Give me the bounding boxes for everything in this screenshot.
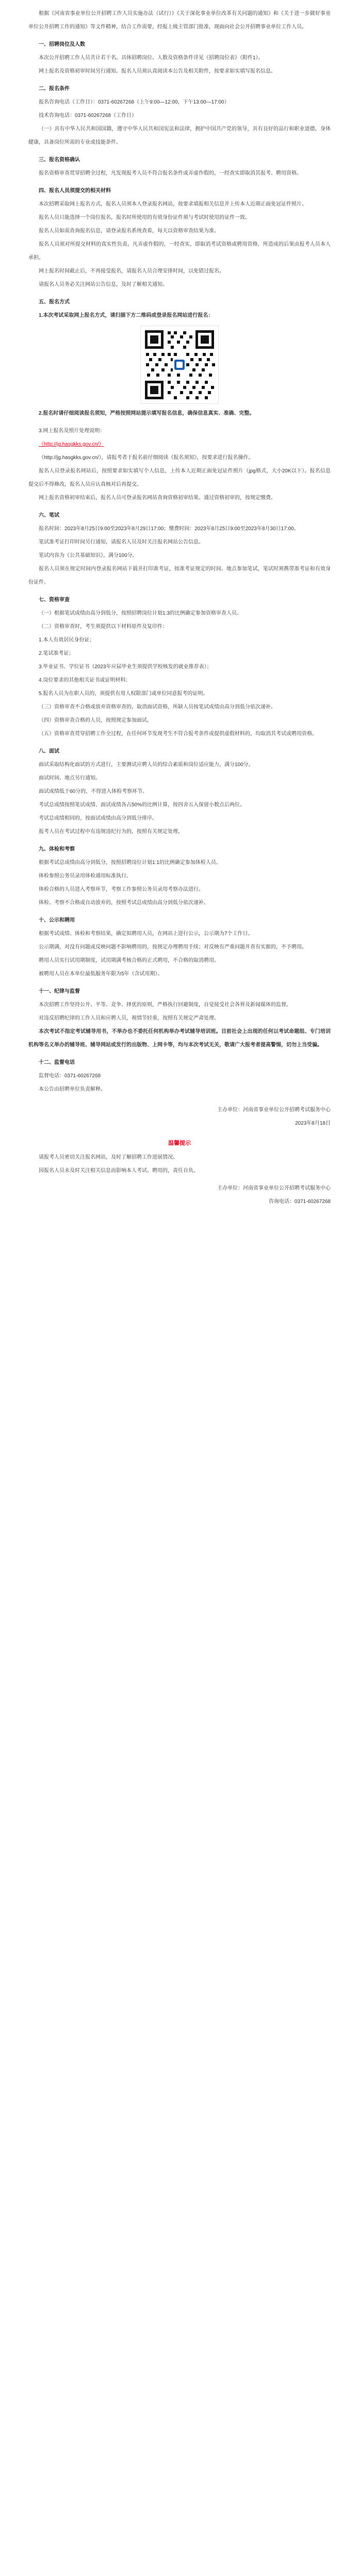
section-5-red-note-3: 3.网上报名及照片处理说明： bbox=[39, 428, 105, 434]
section-7-paragraph-2: （二）资格审查时，考生须提供以下材料原件及复印件： bbox=[39, 624, 168, 630]
section-8-paragraph-3: 面试成绩低于60分的，不得进入体检考察环节。 bbox=[39, 789, 148, 794]
section-5-link-paragraph bbox=[28, 438, 331, 451]
section-1-heading: 一、招聘岗位及人数 bbox=[39, 42, 85, 47]
section-8-paragraph-2: 面试时间、地点另行通知。 bbox=[39, 775, 101, 781]
section-11-heading: 十一、纪律与监督 bbox=[39, 989, 80, 994]
section-5-red-note-1: 1.本次考试采取网上报名方式，请扫描下方二维码或登录报名网站进行报名： bbox=[39, 313, 214, 318]
section-9-paragraph-1: 根据考试总成绩由高分到低分，按照招聘岗位计划1:1的比例确定参加体检人员。 bbox=[39, 860, 221, 866]
section-6-paragraph-3: 笔试内容为《公共基础知识》，满分100分。 bbox=[39, 553, 138, 558]
section-7-paragraph-1: （一）根据笔试成绩由高分到低分，按照招聘岗位计划1:3的比例确定参加资格审查人员。 bbox=[39, 611, 242, 616]
section-10-heading: 十、公示和聘用 bbox=[39, 918, 75, 923]
page-bottom-spacer bbox=[28, 1209, 331, 2576]
section-8-heading: 八、面试 bbox=[39, 749, 59, 754]
section-7-heading: 七、资格审查 bbox=[39, 597, 70, 603]
registration-qr-code-icon[interactable] bbox=[140, 326, 219, 404]
section-11-paragraph-2: 对违反招聘纪律的工作人员和应聘人员，视情节轻重，按照有关规定严肃处理。 bbox=[39, 1015, 219, 1021]
section-6-paragraph-4: 报名人员须在规定时间内登录报名网站下载并打印准考证，按准考证规定的时间、地点参加笔试，笔试时须携带准考证和有效身份证件。 bbox=[28, 566, 331, 585]
footer-organization: 主办单位：河南省事业单位公开招聘考试服务中心 bbox=[217, 1107, 331, 1113]
section-2-red-note-1: 报名咨询电话（工作日）：0371-60267268（上午9:00—12:00，下午13:00—17:00） bbox=[39, 99, 230, 105]
section-3-heading: 三、报名资格确认 bbox=[39, 157, 80, 163]
section-7-paragraph-8: （三）资格审查不合格或放弃资格审查的，取消面试资格，所缺人员按笔试成绩由高分到低分依次递补。 bbox=[39, 704, 276, 710]
qr-code-wrapper bbox=[28, 326, 331, 404]
section-7-paragraph-4: 2.笔试准考证； bbox=[39, 651, 74, 656]
section-1-paragraph-2: 网上报名及资格初审时间另行通知。报名人员须认真阅读本公告及相关附件，按要求如实填写报名信息。 bbox=[39, 69, 276, 74]
section-4-paragraph-6: 请报名人员务必关注网站公告信息，及时了解相关通知。 bbox=[39, 282, 168, 287]
section-1-paragraph-1: 本次公开招聘工作人员共计若干名。具体招聘岗位、人数及资格条件详见《招聘岗位表》（附件1）。 bbox=[39, 55, 264, 61]
section-9-paragraph-4: 体检、考察不合格或自动放弃的，按照考试总成绩由高分到低分依次递补。 bbox=[39, 900, 209, 906]
section-8-paragraph-6: 报考人员在考试过程中有违规违纪行为的，按照有关规定处理。 bbox=[39, 829, 183, 835]
section-4-paragraph-1: 本次招聘采取网上报名方式，报名人员须本人登录报名网站，按要求填报相关信息并上传本人近期正面免冠证件照片。 bbox=[39, 201, 307, 207]
section-10-paragraph-1: 根据考试成绩、体检和考察结果，确定拟聘用人员，在网站上进行公示，公示期为7个工作日。 bbox=[39, 931, 253, 937]
section-7-paragraph-10: （五）资格审查贯穿招聘工作全过程，在任何环节发现考生不符合报考条件或提供虚假材料的，均取消其考试或聘用资格。 bbox=[39, 731, 317, 737]
footer-organization-2: 主办单位：河南省事业单位公开招聘考试服务中心 bbox=[217, 1185, 331, 1191]
section-5-paragraph-2: 网上报名资格初审结束后，报名人员可登录报名网站查询资格初审结果。通过资格初审的，按规定缴费。 bbox=[39, 495, 276, 501]
section-9-paragraph-2: 体检参照公务员录用体检通用标准执行。 bbox=[39, 873, 132, 879]
section-9-paragraph-3: 体检合格的人员进入考察环节，考察工作参照公务员录用考察办法进行。 bbox=[39, 887, 204, 892]
section-9-heading: 九、体检和考察 bbox=[39, 846, 75, 852]
section-8-paragraph-1: 面试采取结构化面试的方式进行，主要测试应聘人员的综合素质和岗位适应能力，满分100分。 bbox=[39, 762, 254, 768]
registration-site-link[interactable]: （http://jg.hasgkks.gov.cn/） bbox=[39, 442, 104, 447]
section-10-paragraph-2: 公示期满，对没有问题或反映问题不影响聘用的，按规定办理聘用手续；对反映有严重问题并查有实据的，不予聘用。 bbox=[39, 944, 307, 950]
section-3-paragraph-1: 报名资格审查贯穿招聘全过程，凡发现报考人员不符合报名条件或弄虚作假的，一经查实即取消其报考、聘用资格。 bbox=[39, 171, 302, 176]
section-7-paragraph-3: 1.本人有效居民身份证； bbox=[39, 637, 95, 643]
section-2-heading: 二、报名条件 bbox=[39, 86, 70, 92]
section-7-paragraph-9: （四）资格审查合格的人员，按照规定参加面试。 bbox=[39, 718, 152, 723]
warm-tip-title: 温馨提示 bbox=[168, 1140, 191, 1146]
section-10-paragraph-4: 被聘用人员在本单位最低服务年限为5年（含试用期）。 bbox=[39, 971, 163, 977]
section-5-heading: 五、报名方式 bbox=[39, 299, 70, 305]
intro-paragraph: 根据《河南省事业单位公开招聘工作人员实施办法（试行）》《关于深化事业单位改革有关问题的通知》和《关于进一步做好事业单位公开招聘工作的通知》等文件精神，结合工作需要，经报上级主管部门批准，现面向社会公开招聘事业单位工作人员。 bbox=[28, 11, 331, 30]
section-12-heading: 十二、监督电话 bbox=[39, 1060, 75, 1065]
section-2-red-note-2: 技术咨询电话：0371-60267268（工作日） bbox=[39, 113, 137, 118]
section-11-red-warning: 本次考试不指定考试辅导用书，不举办也不委托任何机构举办考试辅导培训班。目前社会上出现的任何以考试命题组、专门培训机构等名义举办的辅导班、辅导网站或发行的出版物、上网卡等，均与本次考试无关，敬请广大报考者提高警惕，切勿上当受骗。 bbox=[28, 1029, 331, 1048]
warm-tip-paragraph-2: 因报名人员未及时关注相关信息而影响本人考试、聘用的，责任自负。 bbox=[39, 1168, 199, 1174]
section-4-paragraph-4: 报名人员须对所提交材料的真实性负责。凡弄虚作假的，一经查实，即取消考试资格或聘用资格，所造成的后果由报考人员本人承担。 bbox=[28, 242, 331, 261]
section-4-paragraph-2: 报名人员只能选择一个岗位报名，报名时所使用的有效身份证件须与考试时使用的证件一致。 bbox=[39, 215, 250, 221]
section-2-paragraph-1: （一）具有中华人民共和国国籍，遵守中华人民共和国宪法和法律，拥护中国共产党的领导，具有良好的品行和职业道德，身体健康，具备岗位所需的专业或技能条件。 bbox=[28, 126, 331, 145]
section-8-paragraph-4: 考试总成绩按照笔试成绩、面试成绩各占50%的比例计算，按四舍五入保留小数点后两位。 bbox=[39, 802, 246, 808]
section-10-paragraph-3: 聘用人员实行试用期制度，试用期满考核合格的正式聘用，不合格的取消聘用。 bbox=[39, 958, 219, 963]
section-6-heading: 六、笔试 bbox=[39, 513, 59, 518]
section-4-paragraph-5: 网上报名时间截止后，不再接受报名，请报名人员合理安排时间，以免错过报名。 bbox=[39, 268, 224, 274]
section-5-paragraph-1: 报名人员登录报名网站后，按照要求如实填写个人信息，上传本人近期正面免冠证件照片（jpg格式，大小20K以下）。报名信息提交后不得修改，报名人员应认真核对后再提交。 bbox=[28, 468, 331, 487]
footer-date: 2023年8月18日 bbox=[295, 1121, 331, 1126]
section-5-red-note-2: 2.报名时请仔细阅读报名须知，严格按照网站提示填写报名信息，确保信息真实、准确、完整。 bbox=[39, 411, 255, 416]
section-11-paragraph-1: 本次招聘工作坚持公开、平等、竞争、择优的原则，严格执行回避制度，自觉接受社会各界及新闻媒体的监督。 bbox=[39, 1002, 291, 1008]
section-7-paragraph-6: 4.岗位要求的其他相关证书或证明材料； bbox=[39, 677, 131, 683]
section-8-paragraph-5: 考试总成绩相同的，按面试成绩由高分到低分排序。 bbox=[39, 816, 157, 821]
section-12-paragraph-2: 本公告由招聘单位负责解释。 bbox=[39, 1087, 106, 1092]
warm-tip-paragraph-1: 请报考人员密切关注报名网站，及时了解招聘工作进展情况。 bbox=[39, 1155, 178, 1160]
section-6-paragraph-1: 报名时间：2023年8月25日9:00至2023年8月29日17:00；缴费时间：2023年8月25日9:00至2023年8月30日17:00。 bbox=[39, 526, 299, 532]
section-4-heading: 四、报名人员须提交的相关材料 bbox=[39, 188, 111, 194]
footer-telephone: 咨询电话：0371-60267268 bbox=[268, 1199, 331, 1205]
section-4-paragraph-3: 报名人员如需查询报名信息，请登录报名系统查看，每天以资格审查结果为准。 bbox=[39, 228, 219, 234]
section-7-paragraph-7: 5.报名人员为在职人员的，须提供有用人权限部门或单位同意报考的证明。 bbox=[39, 691, 208, 697]
section-7-paragraph-5: 3.毕业证书、学位证书（2023年应届毕业生须提供学校核发的就业推荐表）； bbox=[39, 664, 212, 670]
section-5-red-note-4: （http://jg.hasgkks.gov.cn/），请报考者于报名前仔细阅读《报名须知》，按要求进行报名操作。 bbox=[39, 455, 254, 461]
section-6-paragraph-2: 笔试准考证打印时间另行通知，请报名人员及时关注报名网站公告信息。 bbox=[39, 539, 204, 545]
section-12-paragraph-1: 监督电话：0371-60267268 bbox=[39, 1073, 101, 1079]
